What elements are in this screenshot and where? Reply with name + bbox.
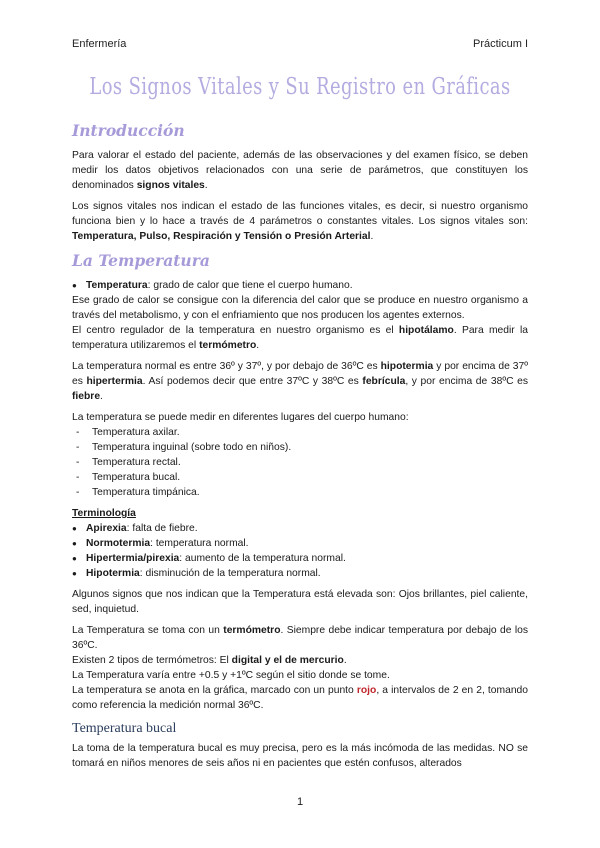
list-item: - Temperatura timpánica. [72, 485, 528, 500]
temperature-definition: ● Temperatura: grado de calor que tiene el cuerpo humano. [72, 278, 528, 293]
oral-temperature-heading: Temperatura bucal [72, 721, 177, 736]
document-body [72, 120, 528, 777]
temperature-paragraph-9: La temperatura se anota en la gráfica, marcado con un punto rojo, a intervalos de 2 en 2, tomando como referencia la medición normal 36ºC. [72, 685, 528, 711]
temperature-paragraph-2: El centro regulador de la temperatura en nuestro organismo es el hipotálamo. Para medir la temperatura utilizaremos el termómetro. [72, 325, 528, 351]
temperature-paragraph-5: Algunos signos que nos indican que la Temperatura está elevada son: Ojos brillantes, piel caliente, sed, inquietud. [72, 589, 528, 615]
list-item: ● Hipertermia/pirexia: aumento de la temperatura normal. [72, 551, 528, 566]
document-title: Los Signos Vitales y Su Registro en Gráficas [89, 74, 511, 100]
page-number: 1 [296, 796, 304, 808]
header-right: Prácticum I [472, 38, 528, 50]
terminology-heading: Terminología [72, 508, 136, 519]
list-item: - Temperatura inguinal (sobre todo en niños). [72, 440, 528, 455]
temperature-paragraph-1: Ese grado de calor se consigue con la diferencia del calor que se produce en nuestro organismo a través del metabolismo, y con el enfriamiento que nos producen los agentes externos. [72, 295, 528, 321]
temperature-heading: La Temperatura [72, 251, 210, 270]
oral-temperature-paragraph: La toma de la temperatura bucal es muy precisa, pero es la más incómoda de las medidas. NO se tomará en niños menores de seis años ni en pacientes que estén confusos, alterados [72, 743, 528, 769]
measurement-places-list [72, 425, 528, 500]
list-item: ● Normotermia: temperatura normal. [72, 536, 528, 551]
list-item: - Temperatura axilar. [72, 425, 528, 440]
intro-heading: Introducción [72, 121, 185, 140]
list-item: ● Apirexia: falta de fiebre. [72, 521, 528, 536]
temperature-paragraph-3: La temperatura normal es entre 36º y 37º, y por debajo de 36ºC es hipotermia y por encima de 37º es hipertermia. Así podemos decir que entre 37ºC y 38ºC es febrícula, y por encima de 38ºC es fiebre. [72, 361, 528, 402]
terminology-list [72, 521, 528, 581]
list-item: - Temperatura rectal. [72, 455, 528, 470]
temperature-paragraph-8: La Temperatura varía entre +0.5 y +1ºC según el sitio donde se tome. [72, 670, 390, 681]
header-left: Enfermería [72, 38, 127, 50]
intro-paragraph-2: Los signos vitales nos indican el estado de las funciones vitales, es decir, si nuestro organismo funciona bien y lo hace a través de 4 parámetros o constantes vitales. Los signos vitales son: Temperatura, Pulso, Respiración y Tensión o Presión Arterial. [72, 201, 528, 242]
temperature-paragraph-6: La Temperatura se toma con un termómetro. Siempre debe indicar temperatura por debajo de los 36ºC. [72, 625, 529, 651]
list-item: ● Hipotermia: disminución de la temperatura normal. [72, 566, 528, 581]
temperature-paragraph-7: Existen 2 tipos de termómetros: El digital y el de mercurio. [72, 655, 347, 666]
temperature-paragraph-4: La temperatura se puede medir en diferentes lugares del cuerpo humano: [72, 412, 409, 423]
list-item: - Temperatura bucal. [72, 470, 528, 485]
intro-paragraph-1: Para valorar el estado del paciente, además de las observaciones y del examen físico, se deben medir los datos objetivos relacionados con una serie de parámetros, que constituyen los denominados signos vitales. [72, 150, 528, 191]
